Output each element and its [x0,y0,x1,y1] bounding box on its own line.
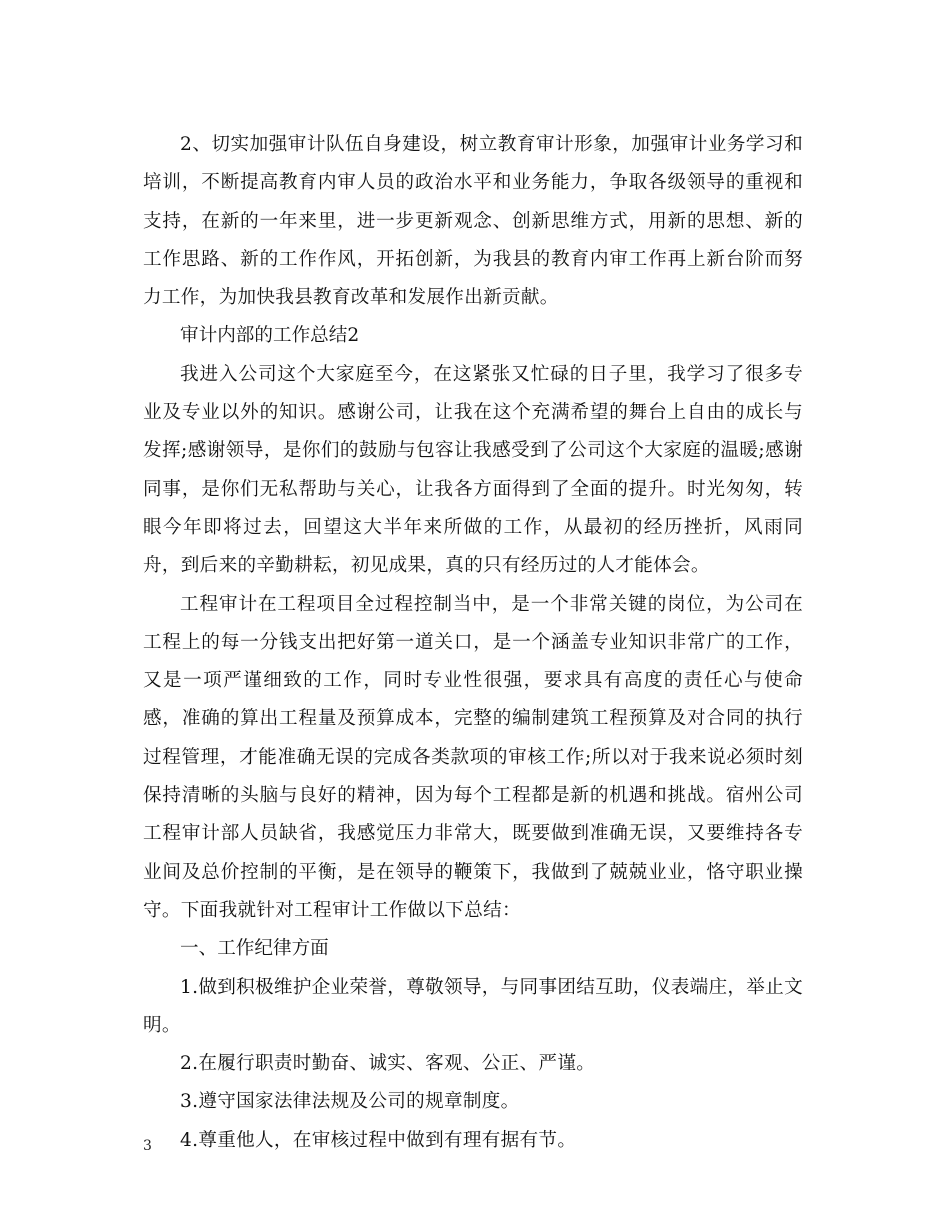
section-heading-work-discipline: 一、工作纪律方面 [180,938,329,960]
list-item-4: 4.尊重他人，在审核过程中做到有理有据有节。 [180,1129,577,1151]
paragraph-joining-company: 我进入公司这个大家庭至今，在这紧张又忙碌的日子里，我学习了很多专业及专业以外的知识。感谢公司，让我在这个充满希望的舞台上自由的成长与发挥;感谢领导，是你们的鼓励与包容让我感受到了公司这个大家庭的温暖;感谢同事，是你们无私帮助与关心，让我各方面得到了全面的提升。时光匆匆，转眼今年即将过去，回望这大半年来所做的工作，从最初的经历挫折，风雨同舟，到后来的辛勤耕耘，初见成果，真的只有经历过的人才能体会。 [143,363,803,577]
paragraph-audit-team-building: 2、切实加强审计队伍自身建设，树立教育审计形象，加强审计业务学习和培训，不断提高教育内审人员的政治水平和业务能力，争取各级领导的重视和支持，在新的一年来里，进一步更新观念、创新思维方式，用新的思想、新的工作思路、新的工作作风，开拓创新，为我县的教育内审工作再上新台阶而努力工作，为加快我县教育改革和发展作出新贡献。 [143,134,803,309]
list-item-1: 1.做到积极维护企业荣誉，尊敬领导，与同事团结互助，仪表端庄，举止文明。 [143,976,803,1036]
section-heading-summary-2: 审计内部的工作总结2 [180,325,360,347]
document-body [143,126,803,1160]
list-item-2: 2.在履行职责时勤奋、诚实、客观、公正、严谨。 [180,1053,596,1075]
paragraph-engineering-audit: 工程审计在工程项目全过程控制当中，是一个非常关键的岗位，为公司在工程上的每一分钱支出把好第一道关口，是一个涵盖专业知识非常广的工作，又是一项严谨细致的工作，同时专业性很强，要求具有高度的责任心与使命感，准确的算出工程量及预算成本，完整的编制建筑工程预算及对合同的执行过程管理，才能准确无误的完成各类款项的审核工作;所以对于我来说必须时刻保持清晰的头脑与良好的精神，因为每个工程都是新的机遇和挑战。宿州公司工程审计部人员缺省，我感觉压力非常大，既要做到准确无误，又要维持各专业间及总价控制的平衡，是在领导的鞭策下，我做到了兢兢业业，恪守职业操守。下面我就针对工程审计工作做以下总结： [143,593,803,921]
page-number: 3 [143,1138,152,1154]
list-item-3: 3.遵守国家法律法规及公司的规章制度。 [180,1091,520,1113]
